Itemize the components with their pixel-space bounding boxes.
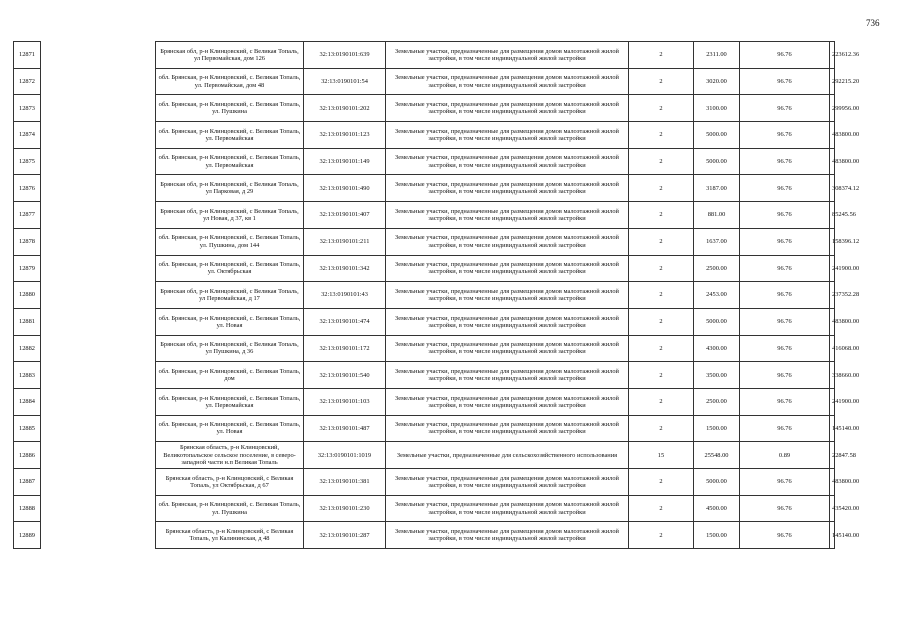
category-code-cell: 2 [629,308,694,335]
land-use-cell: Земельные участки, предназначенные для размещения домов малоэтажной жилой застройки, в том числе индивидуальной жилой застройки [386,469,629,496]
table-row [14,308,835,335]
cadastral-value-cell: 299956.00 [830,95,835,122]
blank-cell [41,308,156,335]
area-cell: 1500.00 [694,415,740,442]
cadastral-number-cell: 32:13:0190101:103 [304,388,386,415]
cadastral-number-cell: 32:13:0190101:639 [304,42,386,69]
land-use-cell: Земельные участки, предназначенные для размещения домов малоэтажной жилой застройки, в том числе индивидуальной жилой застройки [386,415,629,442]
area-cell: 2500.00 [694,255,740,282]
address-cell: обл. Брянская, р-н Клинцовский, с. Великая Топаль, ул. Первомайская [156,388,304,415]
address-cell: Брянская область, р-н Клинцовский, с Великая Топаль, ул Октябрьская, д 67 [156,469,304,496]
specific-value-cell: 96.76 [740,308,830,335]
category-code-cell: 2 [629,95,694,122]
specific-value-cell: 96.76 [740,122,830,149]
cadastral-number-cell: 32:13:0190101:490 [304,175,386,202]
cadastral-value-cell: 483800.00 [830,308,835,335]
address-cell: Брянская обл, р-н Клинцовский, с Великая Топаль, ул Первомайская, дом 126 [156,42,304,69]
row-id-cell: 12884 [14,388,41,415]
area-cell: 4500.00 [694,495,740,522]
row-id-cell: 12889 [14,522,41,549]
cadastral-value-cell: 483800.00 [830,469,835,496]
address-cell: обл. Брянская, р-н Клинцовский, с. Великая Топаль, дом [156,362,304,389]
blank-cell [41,282,156,309]
row-id-cell: 12883 [14,362,41,389]
blank-cell [41,122,156,149]
area-cell: 5000.00 [694,469,740,496]
cadastral-value-cell: 483800.00 [830,148,835,175]
land-use-cell: Земельные участки, предназначенные для размещения домов малоэтажной жилой застройки, в том числе индивидуальной жилой застройки [386,68,629,95]
blank-cell [41,442,156,469]
specific-value-cell: 96.76 [740,42,830,69]
cadastral-number-cell: 32:13:0190101:123 [304,122,386,149]
category-code-cell: 2 [629,335,694,362]
category-code-cell: 2 [629,42,694,69]
cadastral-value-cell: 237352.28 [830,282,835,309]
cadastral-number-cell: 32:13:0190101:540 [304,362,386,389]
specific-value-cell: 96.76 [740,68,830,95]
table-row [14,522,835,549]
area-cell: 1500.00 [694,522,740,549]
area-cell: 5000.00 [694,122,740,149]
address-cell: обл. Брянская, р-н Клинцовский, с. Великая Топаль, ул. Пушкина, дом 144 [156,228,304,255]
cadastral-number-cell: 32:13:0190101:230 [304,495,386,522]
cadastral-number-cell: 32:13:0190101:487 [304,415,386,442]
land-use-cell: Земельные участки, предназначенные для размещения домов малоэтажной жилой застройки, в том числе индивидуальной жилой застройки [386,522,629,549]
area-cell: 3187.00 [694,175,740,202]
row-id-cell: 12877 [14,202,41,229]
area-cell: 881.00 [694,202,740,229]
land-use-cell: Земельные участки, предназначенные для размещения домов малоэтажной жилой застройки, в том числе индивидуальной жилой застройки [386,175,629,202]
category-code-cell: 2 [629,362,694,389]
area-cell: 3020.00 [694,68,740,95]
area-cell: 5000.00 [694,308,740,335]
category-code-cell: 15 [629,442,694,469]
specific-value-cell: 96.76 [740,388,830,415]
row-id-cell: 12871 [14,42,41,69]
land-use-cell: Земельные участки, предназначенные для размещения домов малоэтажной жилой застройки, в том числе индивидуальной жилой застройки [386,335,629,362]
category-code-cell: 2 [629,522,694,549]
category-code-cell: 2 [629,255,694,282]
cadastral-number-cell: 32:13:0190101:172 [304,335,386,362]
category-code-cell: 2 [629,175,694,202]
specific-value-cell: 96.76 [740,495,830,522]
cadastral-value-cell: 223612.36 [830,42,835,69]
cadastral-value-cell: 292215.20 [830,68,835,95]
area-cell: 2311.00 [694,42,740,69]
land-use-cell: Земельные участки, предназначенные для размещения домов малоэтажной жилой застройки, в том числе индивидуальной жилой застройки [386,228,629,255]
cadastral-value-cell: 158396.12 [830,228,835,255]
specific-value-cell: 96.76 [740,202,830,229]
row-id-cell: 12878 [14,228,41,255]
area-cell: 2453.00 [694,282,740,309]
land-use-cell: Земельные участки, предназначенные для размещения домов малоэтажной жилой застройки, в том числе индивидуальной жилой застройки [386,42,629,69]
cadastral-number-cell: 32:13:0190101:211 [304,228,386,255]
blank-cell [41,522,156,549]
category-code-cell: 2 [629,495,694,522]
address-cell: обл. Брянская, р-н Клинцовский, с. Великая Топаль, ул. Первомайская, дом 48 [156,68,304,95]
row-id-cell: 12882 [14,335,41,362]
area-cell: 4300.00 [694,335,740,362]
blank-cell [41,42,156,69]
row-id-cell: 12876 [14,175,41,202]
blank-cell [41,95,156,122]
specific-value-cell: 96.76 [740,282,830,309]
category-code-cell: 2 [629,122,694,149]
cadastral-number-cell: 32:13:0190101:407 [304,202,386,229]
address-cell: обл. Брянская, р-н Клинцовский, с. Великая Топаль, ул. Новая [156,415,304,442]
row-id-cell: 12872 [14,68,41,95]
specific-value-cell: 96.76 [740,95,830,122]
specific-value-cell: 96.76 [740,148,830,175]
cadastral-value-cell: 416068.00 [830,335,835,362]
table-row [14,95,835,122]
area-cell: 3500.00 [694,362,740,389]
table-row [14,495,835,522]
cadastral-value-cell: 338660.00 [830,362,835,389]
blank-cell [41,469,156,496]
cadastral-value-cell: 483800.00 [830,122,835,149]
cadastral-value-cell: 435420.00 [830,495,835,522]
table-row [14,282,835,309]
table-row [14,362,835,389]
cadastral-value-table [13,41,860,549]
row-id-cell: 12885 [14,415,41,442]
land-use-cell: Земельные участки, предназначенные для размещения домов малоэтажной жилой застройки, в том числе индивидуальной жилой застройки [386,308,629,335]
blank-cell [41,495,156,522]
address-cell: обл. Брянская, р-н Клинцовский, с. Великая Топаль, ул. Новая [156,308,304,335]
land-use-cell: Земельные участки, предназначенные для размещения домов малоэтажной жилой застройки, в том числе индивидуальной жилой застройки [386,282,629,309]
row-id-cell: 12888 [14,495,41,522]
table-row [14,122,835,149]
address-cell: обл. Брянская, р-н Клинцовский, с. Великая Топаль, ул. Пушкина [156,95,304,122]
cadastral-value-cell: 308374.12 [830,175,835,202]
blank-cell [41,175,156,202]
address-cell: Брянская обл, р-н Клинцовский, с Великая Топаль, ул Парковая, д 29 [156,175,304,202]
row-id-cell: 12879 [14,255,41,282]
table-row [14,42,835,69]
table-row [14,415,835,442]
cadastral-number-cell: 32:13:0190101:149 [304,148,386,175]
area-cell: 25548.00 [694,442,740,469]
blank-cell [41,388,156,415]
specific-value-cell: 96.76 [740,175,830,202]
cadastral-number-cell: 32:13:0190101:474 [304,308,386,335]
specific-value-cell: 96.76 [740,335,830,362]
specific-value-cell: 96.76 [740,522,830,549]
table-row [14,175,835,202]
table-row [14,335,835,362]
specific-value-cell: 96.76 [740,415,830,442]
row-id-cell: 12881 [14,308,41,335]
row-id-cell: 12886 [14,442,41,469]
row-id-cell: 12880 [14,282,41,309]
cadastral-number-cell: 32:13:0190101:287 [304,522,386,549]
specific-value-cell: 0.89 [740,442,830,469]
specific-value-cell: 96.76 [740,255,830,282]
table-row [14,255,835,282]
table-row [14,469,835,496]
land-use-cell: Земельные участки, предназначенные для сельскохозяйственного использования [386,442,629,469]
land-use-cell: Земельные участки, предназначенные для размещения домов малоэтажной жилой застройки, в том числе индивидуальной жилой застройки [386,388,629,415]
cadastral-value-cell: 241900.00 [830,255,835,282]
address-cell: Брянская обл, р-н Клинцовский, с Великая Топаль, ул Новая, д 37, кв 1 [156,202,304,229]
table-row [14,228,835,255]
land-use-cell: Земельные участки, предназначенные для размещения домов малоэтажной жилой застройки, в том числе индивидуальной жилой застройки [386,148,629,175]
specific-value-cell: 96.76 [740,362,830,389]
land-use-cell: Земельные участки, предназначенные для размещения домов малоэтажной жилой застройки, в том числе индивидуальной жилой застройки [386,255,629,282]
table-row [14,388,835,415]
category-code-cell: 2 [629,282,694,309]
row-id-cell: 12887 [14,469,41,496]
table-body [14,42,860,549]
table-row [14,148,835,175]
address-cell: Брянская область, р-н Клинцовский, Великотопальское сельское поселение, в северо-западной части н.п Великая Топаль [156,442,304,469]
cadastral-value-cell: 145140.00 [830,522,835,549]
area-cell: 1637.00 [694,228,740,255]
address-cell: обл. Брянская, р-н Клинцовский, с. Великая Топаль, ул. Первомайская [156,148,304,175]
cadastral-value-cell: 241900.00 [830,388,835,415]
blank-cell [41,68,156,95]
blank-cell [41,335,156,362]
page-number: 736 [866,18,880,28]
cadastral-number-cell: 32:13:0190101:43 [304,282,386,309]
cadastral-number-cell: 32:13:0190101:202 [304,95,386,122]
specific-value-cell: 96.76 [740,469,830,496]
cadastral-number-cell: 32:13:0190101:381 [304,469,386,496]
land-use-cell: Земельные участки, предназначенные для размещения домов малоэтажной жилой застройки, в том числе индивидуальной жилой застройки [386,362,629,389]
address-cell: обл. Брянская, р-н Клинцовский, с. Великая Топаль, ул. Октябрьская [156,255,304,282]
cadastral-value-cell: 85245.56 [830,202,835,229]
land-use-cell: Земельные участки, предназначенные для размещения домов малоэтажной жилой застройки, в том числе индивидуальной жилой застройки [386,495,629,522]
table-row [14,68,835,95]
row-id-cell: 12875 [14,148,41,175]
address-cell: обл. Брянская, р-н Клинцовский, с. Великая Топаль, ул. Первомайская [156,122,304,149]
row-id-cell: 12873 [14,95,41,122]
category-code-cell: 2 [629,202,694,229]
address-cell: Брянская обл, р-н Клинцовский, с Великая Топаль, ул Первомайская, д 17 [156,282,304,309]
category-code-cell: 2 [629,148,694,175]
land-use-cell: Земельные участки, предназначенные для размещения домов малоэтажной жилой застройки, в том числе индивидуальной жилой застройки [386,95,629,122]
area-cell: 5000.00 [694,148,740,175]
blank-cell [41,255,156,282]
category-code-cell: 2 [629,228,694,255]
category-code-cell: 2 [629,415,694,442]
land-use-cell: Земельные участки, предназначенные для размещения домов малоэтажной жилой застройки, в том числе индивидуальной жилой застройки [386,122,629,149]
row-id-cell: 12874 [14,122,41,149]
category-code-cell: 2 [629,68,694,95]
area-cell: 2500.00 [694,388,740,415]
blank-cell [41,202,156,229]
blank-cell [41,228,156,255]
cadastral-number-cell: 32:13:0190101:54 [304,68,386,95]
specific-value-cell: 96.76 [740,228,830,255]
cadastral-number-cell: 32:13:0190101:1019 [304,442,386,469]
address-cell: обл. Брянская, р-н Клинцовский, с. Великая Топаль, ул. Пушкина [156,495,304,522]
table-row [14,442,835,469]
table-row [14,202,835,229]
category-code-cell: 2 [629,469,694,496]
address-cell: Брянская обл, р-н Клинцовский, с Великая Топаль, ул Пушкина, д 36 [156,335,304,362]
address-cell: Брянская область, р-н Клинцовский, с Великая Топаль, ул Калининская, д 48 [156,522,304,549]
area-cell: 3100.00 [694,95,740,122]
blank-cell [41,362,156,389]
blank-cell [41,415,156,442]
cadastral-value-cell: 145140.00 [830,415,835,442]
blank-cell [41,148,156,175]
land-use-cell: Земельные участки, предназначенные для размещения домов малоэтажной жилой застройки, в том числе индивидуальной жилой застройки [386,202,629,229]
cadastral-value-cell: 22847.58 [830,442,835,469]
category-code-cell: 2 [629,388,694,415]
cadastral-number-cell: 32:13:0190101:342 [304,255,386,282]
